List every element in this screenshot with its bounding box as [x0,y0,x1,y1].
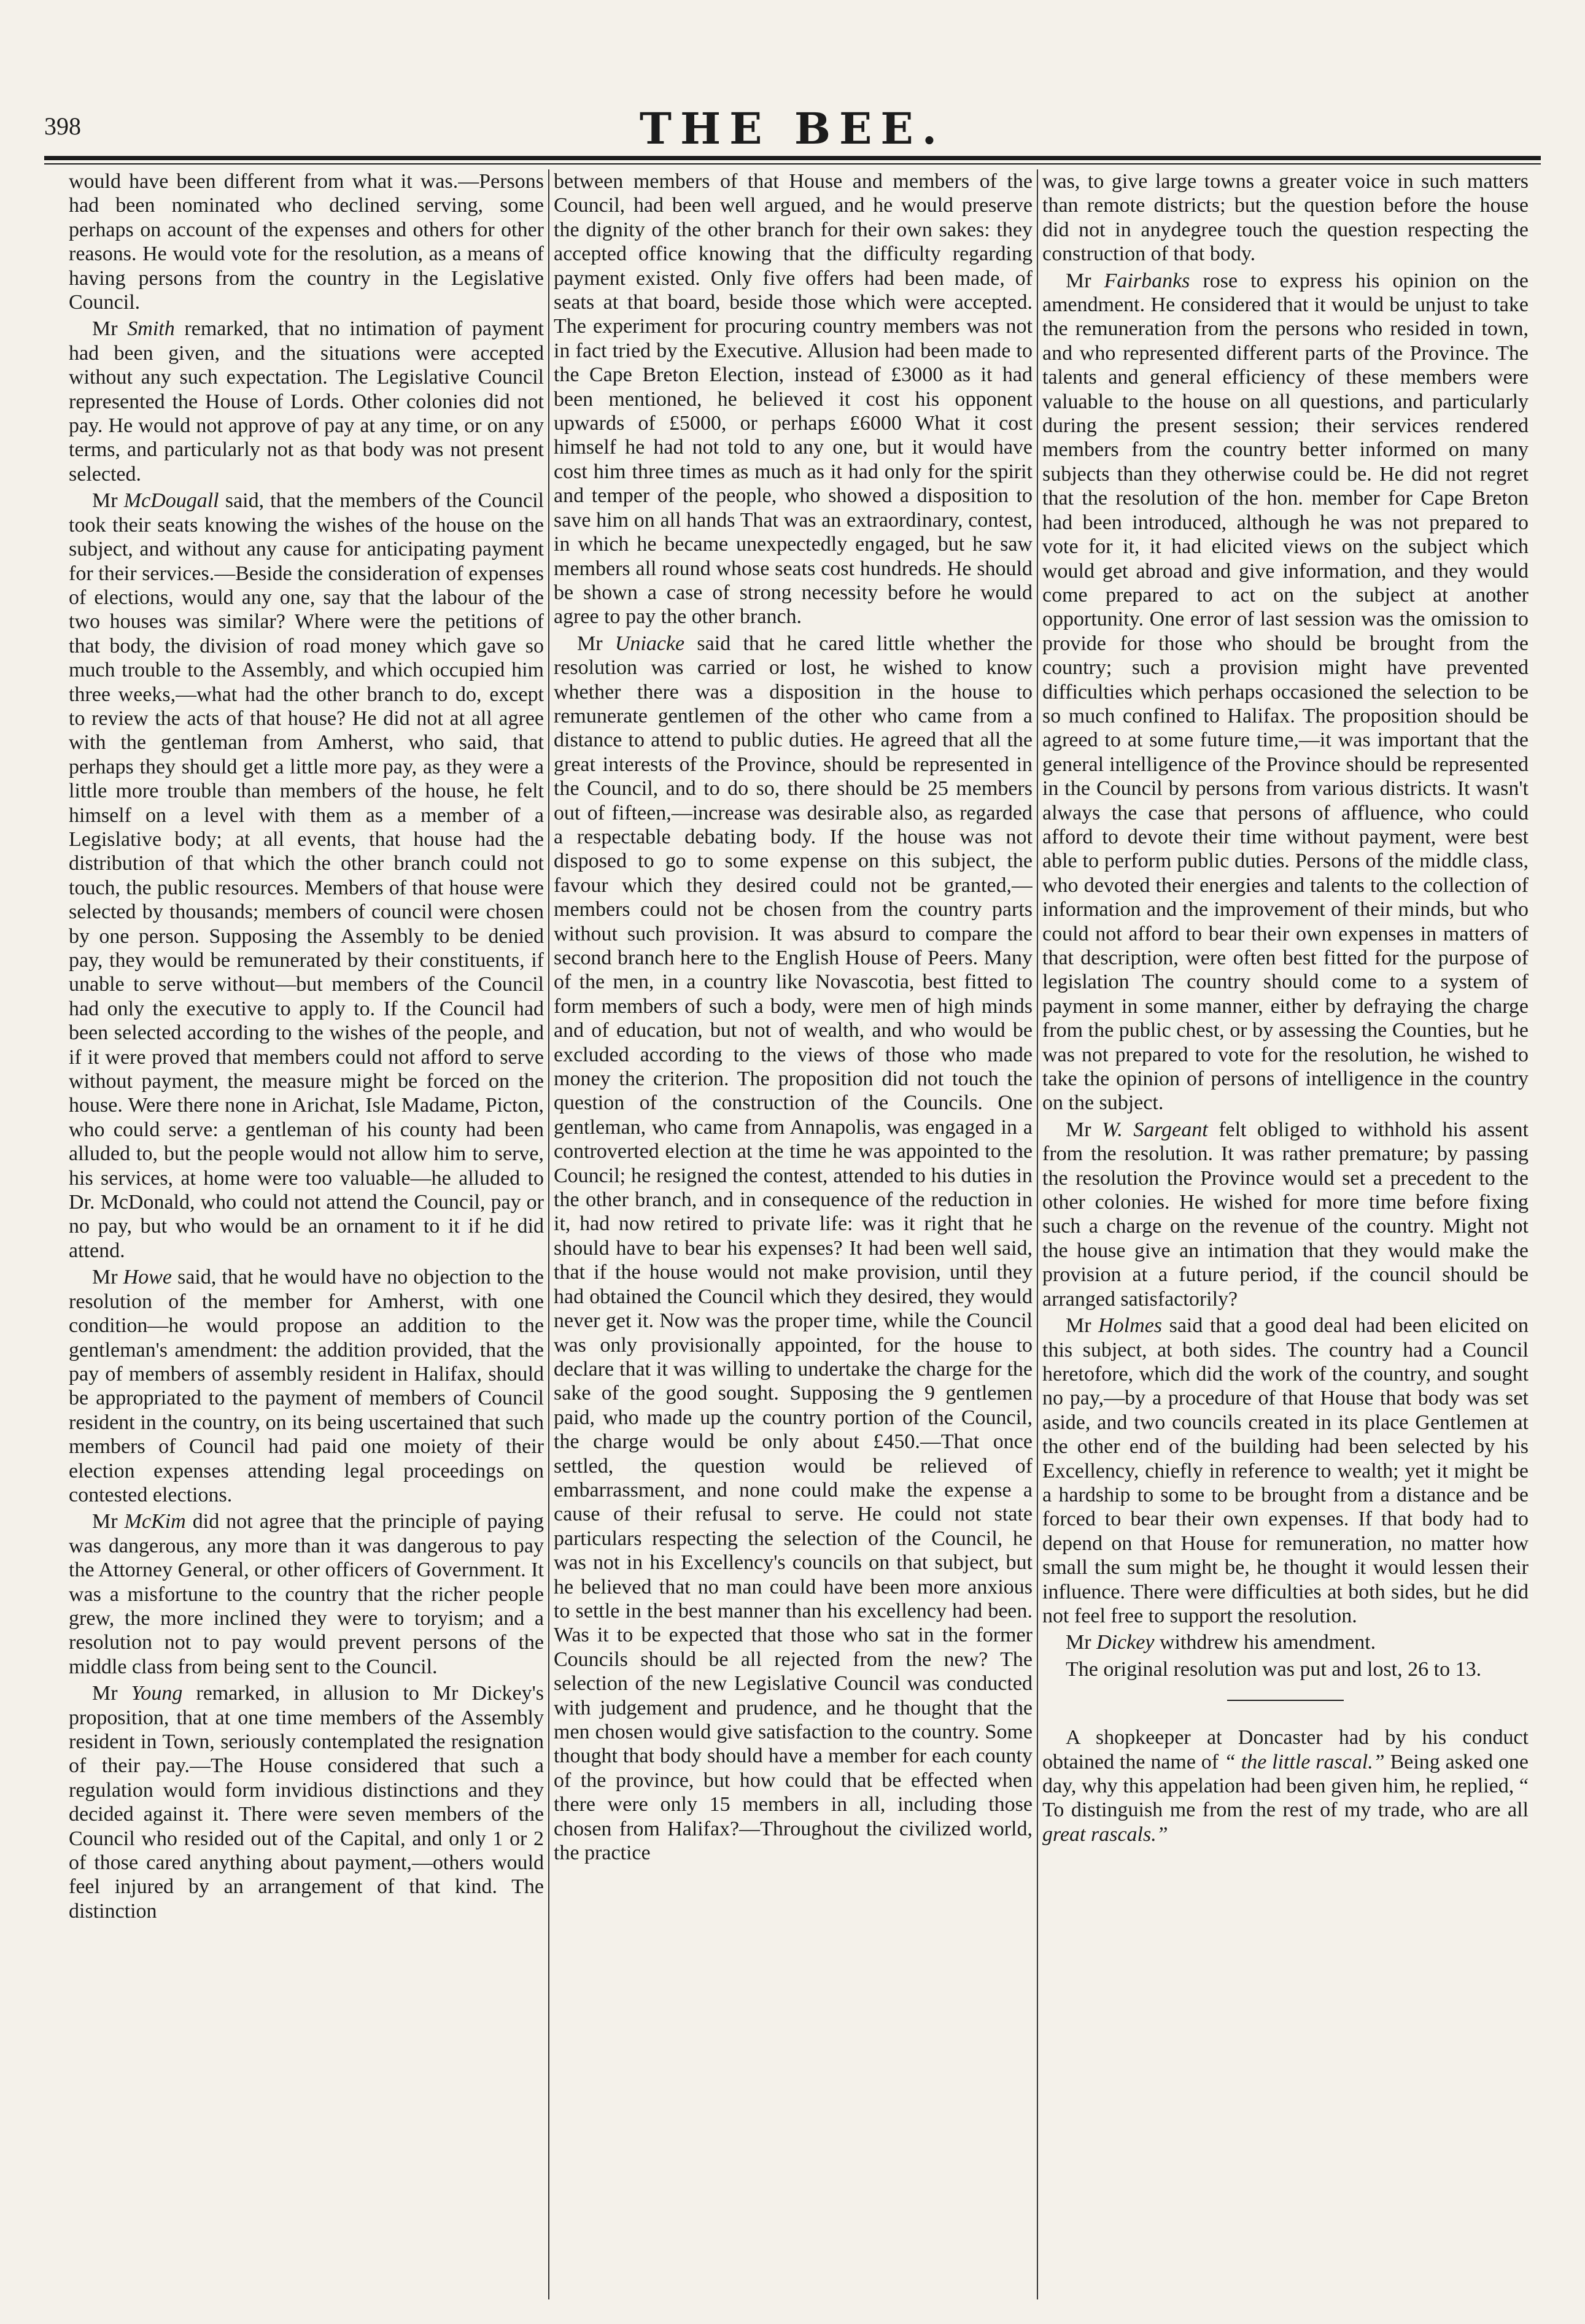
paragraph-text: remarked, in allusion to Mr Dickey's proposition, that at one time members of the Assembly resident in Town, seriously contemplated the resignation of their pay.—The House considered that such a regulation would form invidious distinctions and they decided against it. There were seven members of the Council who resided out of the Capital, and only 1 or 2 of those cared anything about payment,—others would feel injured by an arrangement of that kind. The distinction [69,1682,544,1923]
article-paragraph [69,1681,544,1923]
article-paragraph [1042,1118,1529,1311]
speaker-name: Holmes [1098,1314,1163,1338]
masthead-title: THE BEE. [639,103,946,154]
article-paragraph [1042,169,1529,266]
speaker-name: Uniacke [614,632,685,655]
article-paragraph [554,169,1033,629]
paragraph-text: Mr [1066,1314,1099,1338]
speaker-name: Smith [127,317,175,341]
speaker-name: McKim [124,1510,186,1533]
paragraph-text: withdrew his amendment. [1154,1631,1376,1654]
paragraph-text: The original resolution was put and lost, 26 to 13. [1066,1657,1482,1681]
paragraph-text: said, that he would have no objection to the resolution of the member for Amherst, with one condition—he would propose an addition to the gentleman's amendment: the addition provided, that the pay of members of assembly resident in Halifax, should be appropriated to the payment of members of Council resident in the country, on its being uscertained that such members of Council had paid one moiety of their election expenses attending legal proceedings on contested elections. [69,1266,544,1506]
column-1 [69,169,544,2299]
column-divider-2 [1037,169,1038,2299]
speaker-name: Fairbanks [1104,269,1190,292]
speaker-name: McDougall [123,489,219,513]
anecdote-divider [1227,1700,1344,1701]
anecdote-text-middle: Being asked one day, why this appelation had been given him, he replied, “ To distinguish me from the rest of my trade, who are all [1042,1750,1529,1822]
article-paragraph [69,1265,544,1507]
paragraph-text: Mr [92,1510,125,1533]
speaker-name: Dickey [1096,1631,1155,1654]
paragraph-text: Mr [92,1682,131,1705]
paragraph-text: Mr [1066,1631,1097,1654]
header-rule-thin [44,163,1541,165]
anecdote-text: A shopkeeper at Doncaster had by his conduct obtained the name of [1042,1726,1529,1773]
header-rule-thick [44,156,1541,160]
anecdote-closing: great rascals.” [1042,1822,1168,1846]
anecdote-nickname: “ the little rascal.” [1223,1750,1385,1773]
paragraph-text: felt obliged to withhold his assent from the resolution. It was rather premature; by passing the resolution the Province would set a precedent to the other colonies. He wished for more time before fixing such a charge on the revenue of the country. Might not the house give an intimation that they would make the provision at a future period, if the council should be arranged satisfactorily? [1042,1118,1529,1311]
speaker-name: Howe [123,1266,172,1289]
article-paragraph [69,169,544,314]
paragraph-text: would have been different from what it was.—Persons had been nominated who declined serving, some perhaps on account of the expenses and others for other reasons. He would vote for the resolution, as a means of having persons from the country in the Legislative Council. [69,170,544,314]
page-number: 398 [44,112,81,140]
article-paragraph [1042,1314,1529,1628]
speaker-name: W. Sargeant [1102,1118,1208,1141]
paragraph-text: Mr [1066,1118,1103,1141]
article-paragraph [69,317,544,486]
article-paragraph [1042,1657,1529,1681]
paragraph-text: Mr [92,1266,123,1289]
paragraph-text: said that he cared little whether the resolution was carried or lost, he wished to know whether there was a disposition in the house to remunerate gentlemen of the other who came from a distance to attend to public duties. He agreed that all the great interests of the Province, should be represented in the Council, and to do so, there should be 25 members out of fifteen,—increase was desirable also, as regarded a respectable debating body. If the house was not disposed to go to some expense on this subject, the favour which they desired could not be granted,—members could not be chosen from the country parts without such provision. It was absurd to compare the second branch here to the English House of Peers. Many of the men, in a country like Novascotia, best fitted to form members of such a body, were men of high minds and of education, but not of wealth, and who would be excluded according to the views of those who made money the criterion. The proposition did not touch the question of the construction of the Councils. One gentleman, who came from Annapolis, was engaged in a controverted election at the time he was appointed to the Council; he resigned the contest, attended to his duties in the other branch, and in consequence of the reduction in it, had now retired to private life: was it right that he should have to bear his expenses? It had been well said, that if the house would not make provision, until they had obtained the Council which they desired, they would never get it. Now was the proper time, while the Council was only provisionally appointed, for the house to declare that it was willing to undertake the charge for the sake of the good sought. Supposing the 9 gentlemen paid, who made up the country portion of the Council, the charge would be only about £450.—That once settled, the question would be relieved of embarrassment, and none could make the expense a cause of their refusal to serve. He could not state particulars respecting the selection of the Council, he was not in his Excellency's councils on that subject, but he believed that no man could have been more anxious to settle in the best manner than his excellency had been. Was it to be expected that those who sat in the former Councils should be all rejected from the new? The selection of the new Legislative Council was conducted with judgement and prudence, and he thought that the men chosen would give satisfaction to the country. Some thought that body should have a member for each county of the province, but how could that be effected when there were only 15 members in all, including those chosen from Halifax?—Throughout the civilized world, the practice [554,632,1033,1865]
article-paragraph [554,632,1033,1865]
paragraph-text: remarked, that no intimation of payment had been given, and the situations were accepted without any such expectation. The Legislative Council represented the House of Lords. Other colonies did not pay. He would not approve of pay at any time, or on any terms, and particularly not as that body was not present selected. [69,317,544,486]
article-paragraph [1042,269,1529,1115]
paragraph-text: was, to give large towns a greater voice in such matters than remote districts; but the question before the house did not in anydegree touch the question respecting the construction of that body. [1042,170,1529,266]
paragraph-text: said that a good deal had been elicited on this subject, at both sides. The country had a Council heretofore, which did the work of the country, and sought no pay,—by a procedure of that House that body was set aside, and two councils created in its place Gentlemen at the other end of the building had been selected by his Excellency, chiefly in reference to wealth; yet it might be a hardship to some to be brought from a distance and be forced to bear their own expenses. If that body had to depend on that House for remuneration, no matter how small the sum might be, he thought it would lessen their influence. There were difficulties at both sides, but he did not feel free to support the resolution. [1042,1314,1529,1627]
paragraph-text: Mr [1066,269,1104,292]
paragraph-text: did not agree that the principle of paying was dangerous, any more than it was dangerous to pay the Attorney General, or other officers of Government. It was a misfortune to the country that the richer people grew, the more inclined they were to toryism; and a resolution not to pay would prevent persons of the middle class from being sent to the Council. [69,1510,544,1678]
column-2 [554,169,1033,2299]
paragraph-text: Mr [577,632,615,655]
article-paragraph [69,1509,544,1679]
paragraph-text: said, that the members of the Council took their seats knowing the wishes of the house on the subject, and without any cause for anticipating payment for their services.—Beside the consideration of expenses of elections, would any one, say that the labour of the two houses was similar? Where were the petitions of that body, the division of road money which gave so much trouble to the Assembly, and which occupied him three weeks,—what had the other branch to do, except to review the acts of that house? He did not at all agree with the gentleman from Amherst, who said, that perhaps they should get a little more pay, as they were a little more trouble than members of the house, he felt himself on a level with them as a member of a Legislative body; at all events, that house had the distribution of that which the other branch could not touch, the public resources. Members of that house were selected by thousands; members of council were chosen by one person. Supposing the Assembly to be denied pay, they would be remunerated by their constituents, if unable to serve without—but members of the Council had only the executive to apply to. If the Council had been selected according to the wishes of the people, and if it were proved that members could not afford to serve without payment, the measure might be forced on the house. Were there none in Arichat, Isle Madame, Picton, who could serve: a gentleman of his county had been alluded to, but the people would not allow him to serve, his services, at home were too valuable—he alluded to Dr. McDonald, who could not attend the Council, pay or no pay, but who would be an ornament to it if he did attend. [69,489,544,1262]
column-divider-1 [548,169,549,2299]
column-3 [1042,169,1529,2299]
article-paragraph [69,489,544,1263]
anecdote-paragraph [1042,1726,1529,1846]
paragraph-text: between members of that House and members of the Council, had been well argued, and he would preserve the dignity of the other branch for their own sakes: they accepted office knowing that the difficulty regarding payment existed. Only five offers had been made, of seats at that board, beside those which were accepted. The experiment for procuring country members was not in fact tried by the Executive. Allusion had been made to the Cape Breton Election, instead of £3000 as it had been mentioned, he believed it cost his opponent upwards of £5000, or perhaps £6000 What it cost himself he had not told to any one, but it would have cost him three times as much as it had only for the spirit and temper of the people, who showed a disposition to save him on all hands That was an extraordinary, contest, in which he became unexpectedly engaged, but he saw members all round whose seats cost hundreds. He should be shown a case of strong necessity before he would agree to pay the other branch. [554,170,1033,629]
paragraph-text: Mr [92,489,124,513]
article-paragraph [1042,1630,1529,1654]
paragraph-text: Mr [92,317,128,341]
page-header [44,103,1541,155]
paragraph-text: rose to express his opinion on the amendment. He considered that it would be unjust to take the remuneration from the persons who resided in town, and who represented different parts of the Province. The talents and general efficiency of these members were valuable to the house on all questions, and particularly during the present session; their services rendered members from the country better informed on many subjects than they otherwise could be. He did not regret that the resolution of the hon. member for Cape Breton had been introduced, although he was not prepared to vote for it, it had elicited views on the subject which would get abroad and give information, and they would come prepared to act on the subject at another opportunity. One error of last session was the omission to provide for those who should be brought from the country; such a provision might have prevented difficulties which perhaps occasioned the selection to be so much confined to Halifax. The proposition should be agreed to at some future time,—it was important that the general intelligence of the Province should be represented in the Council by persons from various districts. It wasn't always the case that persons of affluence, who could afford to devote their time without payment, were best able to perform public duties. Persons of the middle class, who devoted their energies and talents to the collection of information and the improvement of their minds, but who could not afford to bear their own expenses in matters of that description, were often best fitted for the purpose of legislation The country should come to a system of payment in some manner, either by defraying the charge from the public chest, or by assessing the Counties, but he was not prepared to vote for the resolution, he wished to take the opinion of persons of intelligence in the country on the subject. [1042,269,1529,1115]
speaker-name: Young [131,1682,183,1705]
